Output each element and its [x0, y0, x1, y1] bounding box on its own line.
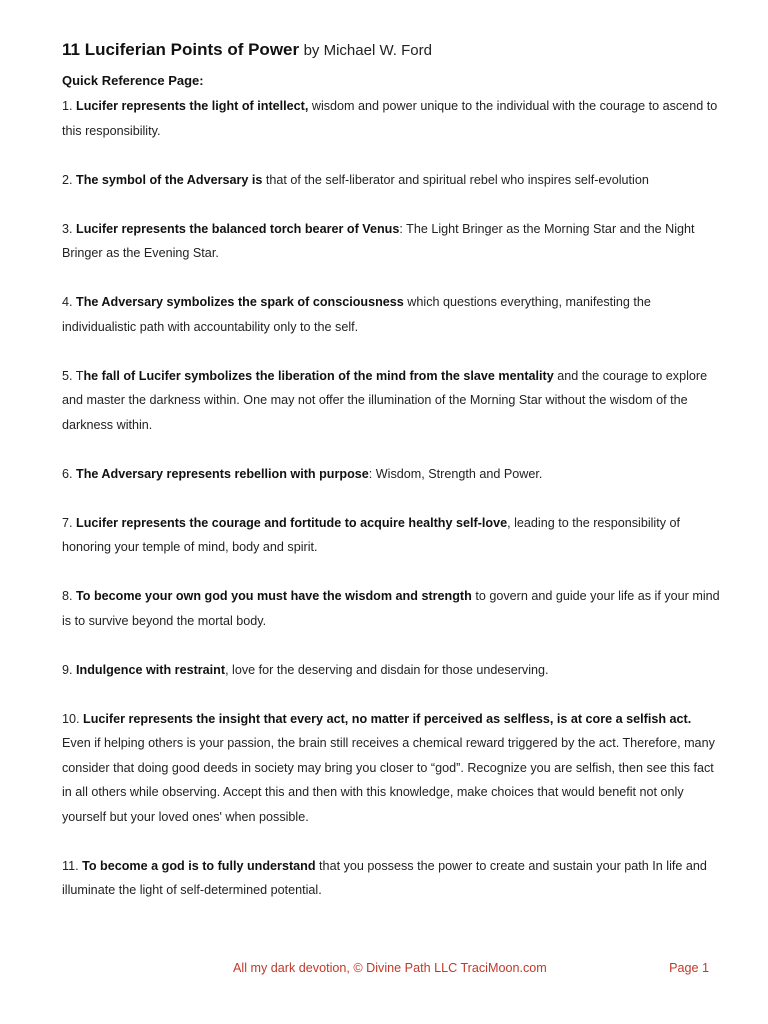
point-text: and the courage to explore and master the darkness within. One may not offer the illumination of the Morning Star without the wisdom of the darkness within. [62, 368, 708, 432]
points-list [62, 94, 722, 927]
document-title: 11 Luciferian Points of Power [62, 40, 300, 59]
point-text: that you possess the power to create and sustain your path In life and illuminate the light of self-determined potential. [62, 858, 707, 897]
point-emphasis: Lucifer represents the courage and fortitude to acquire healthy self-love [76, 515, 508, 530]
point-text: , love for the deserving and disdain for those undeserving. [225, 662, 549, 677]
point-emphasis: Lucifer represents the balanced torch bearer of Venus [76, 221, 400, 236]
point-emphasis: Lucifer represents the light of intellect, [76, 99, 309, 113]
point-number: 9. [62, 662, 77, 677]
point-text: , leading to the responsibility of honoring your temple of mind, body and spirit. [62, 515, 681, 554]
point-number: 8. [62, 589, 77, 603]
point-item-7 [62, 511, 722, 560]
point-item-3 [62, 217, 722, 266]
point-item-6 [62, 462, 722, 487]
point-number: 4. [62, 295, 77, 309]
point-number: 7. [62, 515, 77, 530]
point-number: 6. [62, 466, 77, 481]
point-emphasis: Indulgence with restraint [76, 662, 226, 677]
point-number: 3. [62, 221, 77, 236]
point-item-9 [62, 658, 722, 683]
footer-credit: All my dark devotion, © Divine Path LLC TraciMoon.com [233, 961, 547, 975]
point-emphasis: To become a god is to fully understand [82, 858, 316, 873]
point-number: 2. [62, 172, 77, 187]
point-text: wisdom and power unique to the individual with the courage to ascend to this responsibility. [62, 99, 718, 138]
point-item-11 [62, 854, 722, 903]
point-number: 10. [62, 711, 84, 726]
point-emphasis: The Adversary symbolizes the spark of consciousness [76, 295, 404, 309]
point-text: Even if helping others is your passion, the brain still receives a chemical reward triggered by the act. Therefore, many consider that doing good deeds in society may bring you closer to “god”. Recognize you are selfish, then see this fact in all others while observing. Accept this and then with this knowledge, make choices that would benefit not only yourself but your loved ones' when possible. [62, 736, 715, 824]
point-item-1 [62, 94, 722, 143]
page-number: Page 1 [669, 961, 709, 975]
document-author: by Michael W. Ford [303, 42, 432, 59]
point-item-8 [62, 584, 722, 633]
point-number: 1. [62, 99, 77, 113]
point-number: 11. [62, 858, 83, 873]
point-text: that of the self-liberator and spiritual rebel who inspires self-evolution [262, 172, 649, 187]
point-number: 5. T [62, 368, 84, 383]
point-text: : Wisdom, Strength and Power. [368, 466, 543, 481]
point-item-5 [62, 364, 722, 438]
point-emphasis: The symbol of the Adversary is [76, 172, 263, 187]
point-item-4 [62, 290, 722, 339]
point-emphasis: To become your own god you must have the wisdom and strength [76, 589, 472, 603]
point-emphasis: The Adversary represents rebellion with purpose [76, 466, 369, 481]
point-text: : The Light Bringer as the Morning Star and the Night Bringer as the Evening Star. [62, 221, 695, 260]
point-emphasis: Lucifer represents the insight that every act, no matter if perceived as selfless, is at core a selfish act. [83, 711, 692, 726]
point-item-10 [62, 707, 722, 830]
point-emphasis: he fall of Lucifer symbolizes the liberation of the mind from the slave mentality [83, 368, 554, 383]
point-item-2 [62, 168, 722, 193]
point-text: to govern and guide your life as if your mind is to survive beyond the mortal body. [62, 589, 720, 628]
section-subheading: Quick Reference Page: [62, 73, 204, 88]
point-text: which questions everything, manifesting the individualistic path with accountability only to the self. [62, 295, 651, 334]
document-header [62, 40, 722, 60]
